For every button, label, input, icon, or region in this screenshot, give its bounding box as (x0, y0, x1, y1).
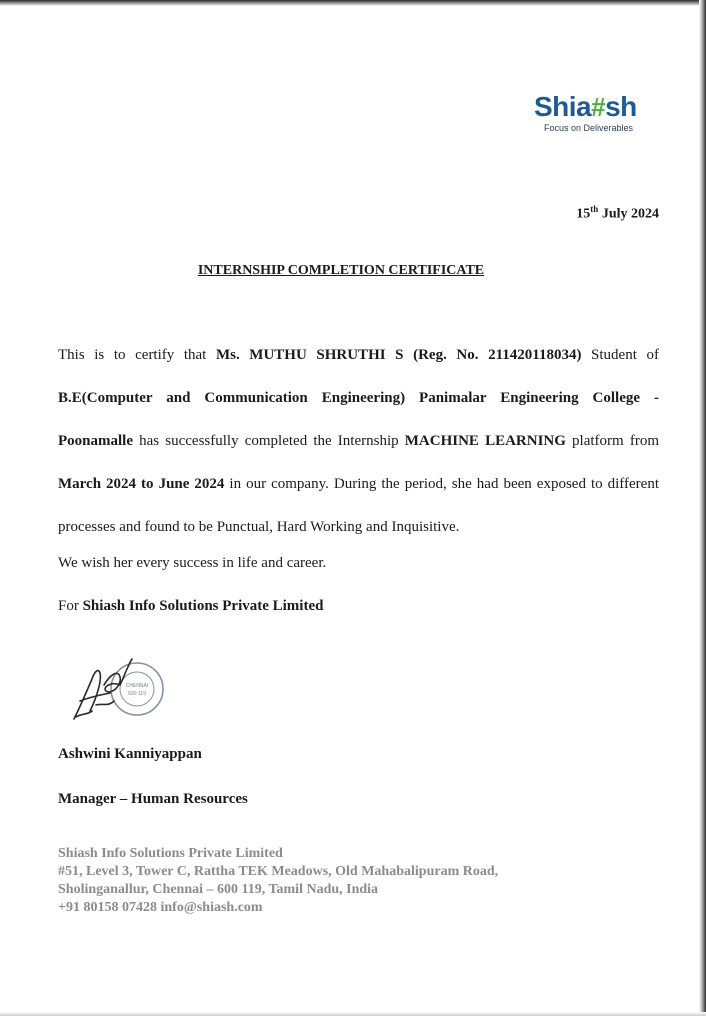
company-footer (58, 845, 498, 917)
company-logo (534, 92, 654, 142)
certificate-date (576, 204, 659, 223)
signatory-name: Ashwini Kanniyappan (58, 746, 202, 762)
body-text-3: has successfully completed the Internship (133, 433, 405, 449)
body-text-1: This is to certify that (58, 347, 216, 363)
handwritten-signature (74, 659, 132, 719)
logo-hash-mark: # (591, 92, 606, 122)
college-name: B.E(Computer and Communication Engineering) Panimalar Engineering College - Poonamalle (58, 390, 659, 449)
date-suffix: th (590, 204, 599, 214)
certificate-title: INTERNSHIP COMPLETION CERTIFICATE (197, 263, 485, 278)
footer-contact: +91 80158 07428 info@shiash.com (58, 900, 263, 915)
signatory-role: Manager – Human Resources (58, 791, 248, 807)
body-text-2: Student of (581, 347, 659, 363)
scan-edge-top (0, 0, 706, 6)
stamp-pincode: 600 119 (128, 691, 146, 697)
body-text-5: in our company. During the period, she had been exposed to different processes and found to be Punctual, Hard Working and Inquisitive. (58, 476, 659, 535)
student-name: Ms. MUTHU SHRUTHI S (Reg. No. 211420118034) (215, 347, 582, 363)
stamp-city: CHENNAI (125, 683, 149, 689)
company-stamp (111, 663, 163, 715)
logo-text-start: Shia (534, 91, 592, 122)
footer-address-line-1: #51, Level 3, Tower C, Rattha TEK Meadows, Old Mahabalipuram Road, (58, 864, 499, 879)
internship-period: March 2024 to June 2024 (58, 476, 225, 492)
for-company-name: Shiash Info Solutions Private Limited (82, 598, 324, 614)
scan-edge-right (699, 0, 706, 1016)
footer-address-line-2: Sholinganallur, Chennai – 600 119, Tamil Nadu, India (58, 882, 379, 897)
logo-wordmark (534, 92, 654, 122)
scan-edge-bottom (0, 1012, 706, 1016)
certificate-body (58, 334, 659, 549)
footer-company: Shiash Info Solutions Private Limited (58, 846, 283, 861)
signature-and-stamp (66, 655, 176, 730)
body-text-4: platform from (565, 433, 660, 449)
for-prefix: For (58, 598, 83, 614)
date-month-year: July 2024 (601, 206, 659, 222)
date-day: 15 (576, 206, 591, 222)
for-company-line (58, 598, 323, 615)
logo-tagline: Focus on Deliverables (544, 123, 634, 133)
internship-program: MACHINE LEARNING (404, 433, 566, 449)
wish-line: We wish her every success in life and career. (58, 555, 327, 571)
logo-text-end: sh (605, 91, 637, 122)
